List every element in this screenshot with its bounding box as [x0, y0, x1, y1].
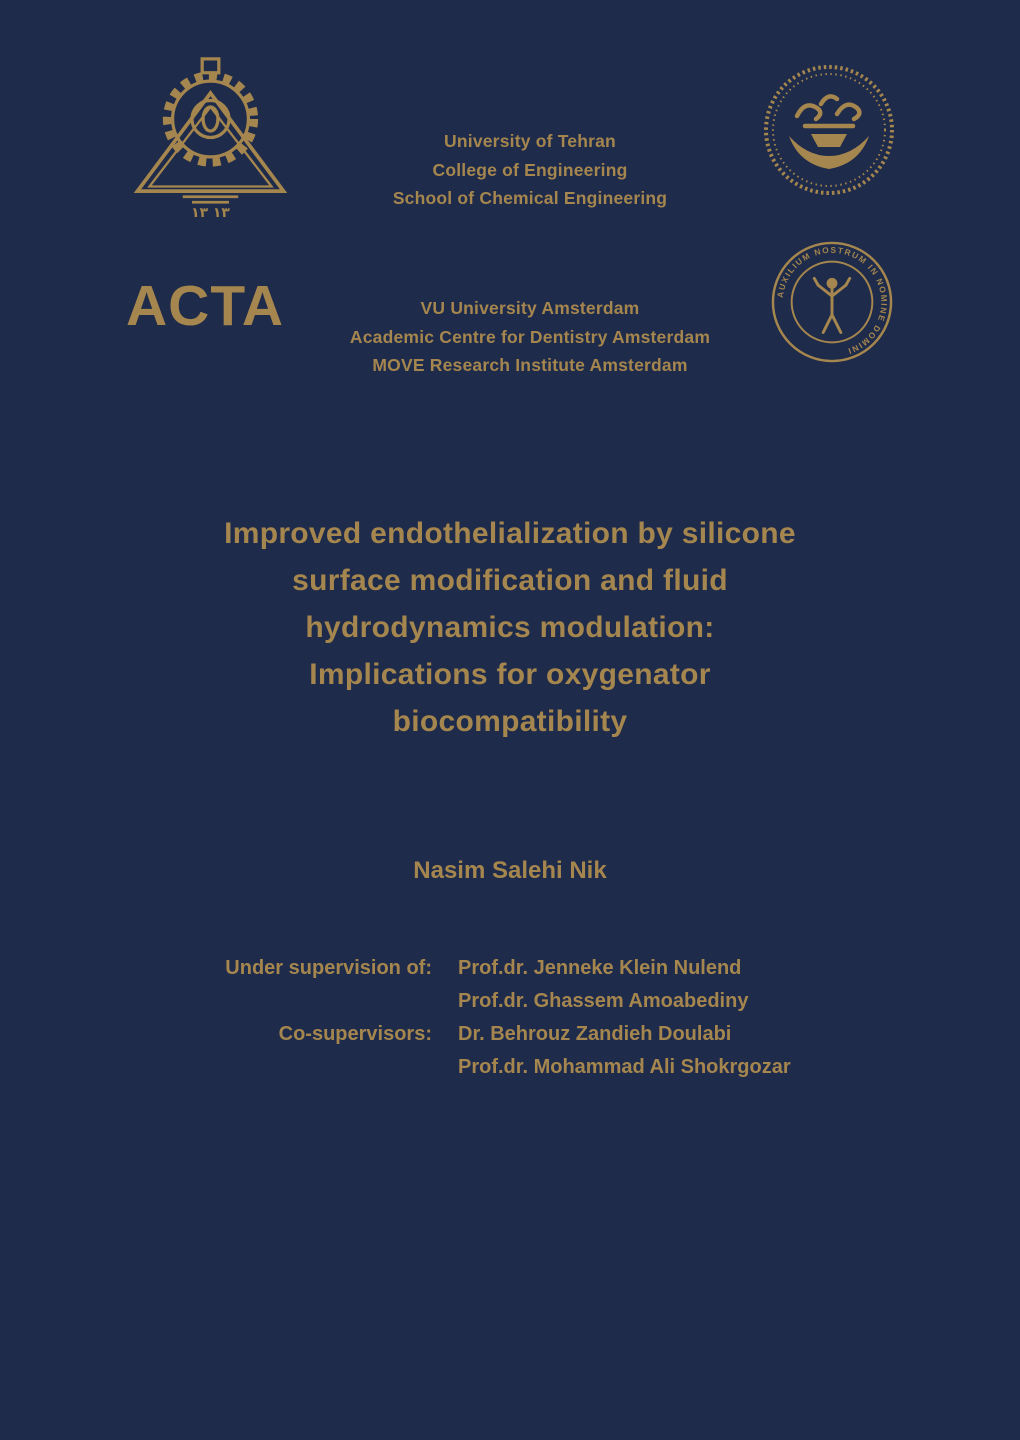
- affiliation-line: College of Engineering: [432, 159, 628, 180]
- university-of-tehran-seal-icon: [763, 64, 895, 196]
- supervision-row: [0, 985, 1020, 1018]
- vu-amsterdam-seal-icon: [770, 240, 894, 364]
- supervisor-name: Prof.dr. Jenneke Klein Nulend: [458, 957, 742, 979]
- title-line: surface modification and fluid: [292, 564, 728, 597]
- affiliation-line: MOVE Research Institute Amsterdam: [372, 355, 688, 375]
- title-line: hydrodynamics modulation:: [305, 611, 715, 644]
- supervision-label: [0, 985, 432, 1018]
- supervisor-name: Prof.dr. Ghassem Amoabediny: [458, 990, 749, 1012]
- supervision-row: [0, 952, 1020, 985]
- affiliation-line: School of Chemical Engineering: [392, 188, 668, 208]
- emblem-year-text: ۱۳ ۱۳: [191, 205, 230, 219]
- acta-logo: ACTA: [126, 274, 285, 338]
- affiliation-line: VU University Amsterdam: [420, 298, 640, 318]
- supervision-block: [0, 952, 1020, 1084]
- tehran-seal-graphic: [763, 64, 895, 196]
- title-line: biocompatibility: [392, 705, 628, 738]
- author-name: Nasim Salehi Nik: [413, 857, 607, 884]
- vu-seal-ring-text: AUXILIUM NOSTRUM IN NOMINE DOMINI: [774, 244, 890, 357]
- affiliation-line: Academic Centre for Dentistry Amsterdam: [349, 326, 711, 347]
- supervision-label: [0, 1051, 432, 1084]
- vu-seal-graphic: [770, 240, 894, 364]
- supervision-label: Under supervision of:: [225, 957, 432, 979]
- thesis-title: [0, 510, 1020, 745]
- supervisor-name: Prof.dr. Mohammad Ali Shokrgozar: [458, 1056, 791, 1078]
- supervisor-name: Dr. Behrouz Zandieh Doulabi: [458, 1023, 732, 1045]
- affiliation-line: University of Tehran: [444, 131, 616, 151]
- title-line: Implications for oxygenator: [309, 658, 711, 691]
- supervision-row: [0, 1051, 1020, 1084]
- supervision-row: [0, 1018, 1020, 1051]
- supervision-label: Co-supervisors:: [278, 1023, 432, 1045]
- title-line: Improved endothelialization by silicone: [224, 517, 796, 550]
